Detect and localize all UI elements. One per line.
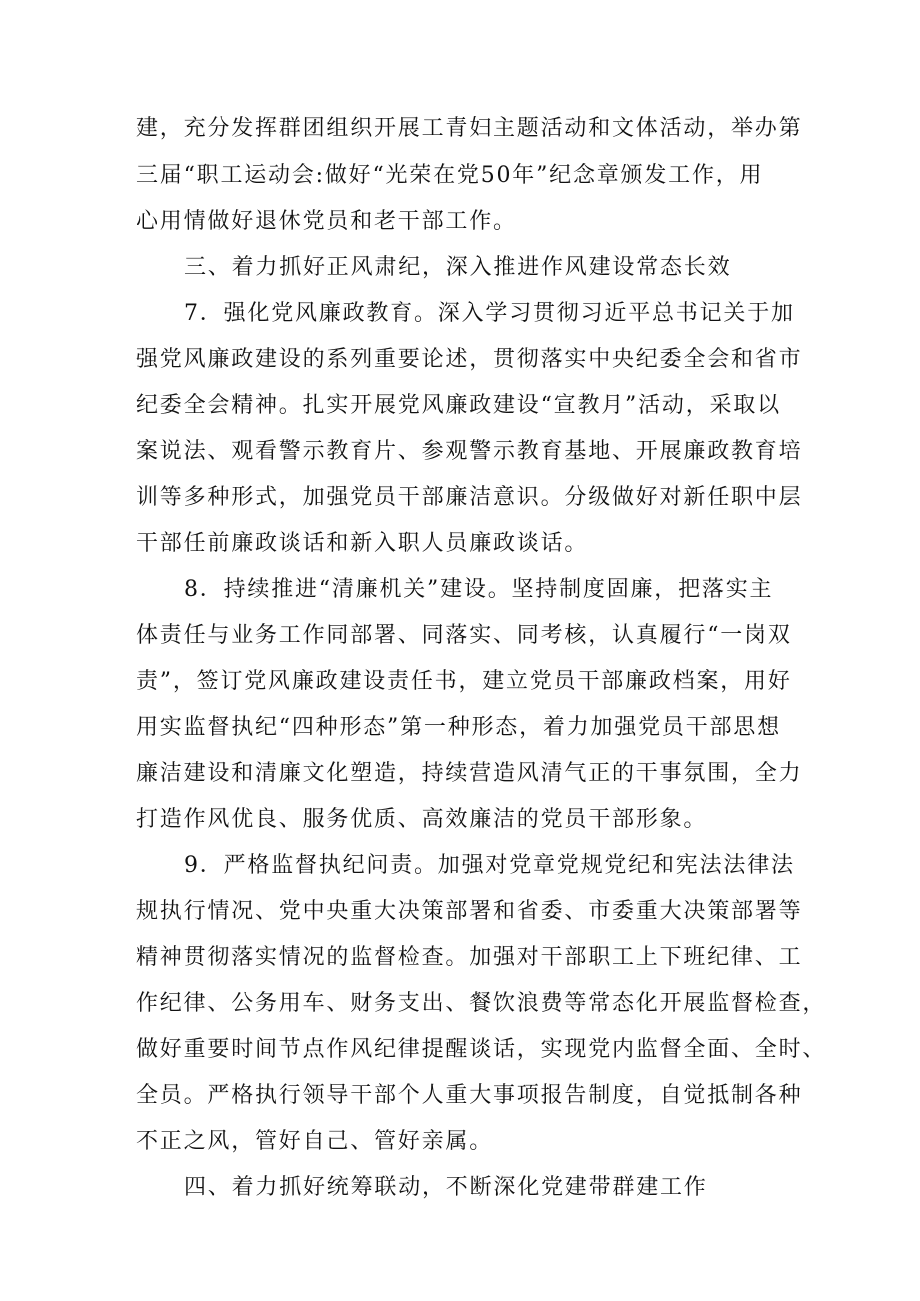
section-heading: 三、着力抓好正风肃纪，深入推进作风建设常态长效 <box>184 255 732 280</box>
body-text-line: 用实监督执纪“四种形态”第一种形态，着力加强党员干部思想 <box>136 715 781 740</box>
body-text-line: 精神贯彻落实情况的监督检查。加强对干部职工上下班纪律、工 <box>136 945 803 970</box>
paragraph-first-line: 9．严格监督执纪问责。加强对党章党规党纪和宪法法律法 <box>184 853 795 878</box>
body-text-line: 训等多种形式，加强党员干部廉洁意识。分级做好对新任职中层 <box>136 485 803 510</box>
body-text-line: 体责任与业务工作同部署、同落实、同考核，认真履行“一岗双 <box>136 623 792 648</box>
paragraph-first-line: 7．强化党风廉政教育。深入学习贯彻习近平总书记关于加 <box>184 301 795 326</box>
body-text-line: 心用情做好退休党员和老干部工作。 <box>136 209 517 234</box>
body-text-line: 干部任前廉政谈话和新入职人员廉政谈话。 <box>136 531 589 556</box>
body-text-line: 案说法、观看警示教育片、参观警示教育基地、开展廉政教育培 <box>136 439 803 464</box>
body-text-line: 建，充分发挥群团组织开展工青妇主题活动和文体活动，举办第 <box>136 116 803 141</box>
body-text-line: 打造作风优良、服务优质、高效廉洁的党员干部形象。 <box>136 807 708 832</box>
body-text-line: 责”，签订党风廉政建设责任书，建立党员干部廉政档案，用好 <box>136 669 792 694</box>
body-text-line: 廉洁建设和清廉文化塑造，持续营造风清气正的干事氛围，全力 <box>136 761 803 786</box>
paragraph-first-line: 8．持续推进“清廉机关”建设。坚持制度固廉，把落实主 <box>184 577 774 602</box>
body-text-line: 强党风廉政建设的系列重要论述，贯彻落实中央纪委全会和省市 <box>136 347 803 372</box>
body-text-line: 全员。严格执行领导干部个人重大事项报告制度，自觉抵制各种 <box>136 1083 803 1108</box>
body-text-line: 不正之风，管好自己、管好亲属。 <box>136 1129 494 1154</box>
body-text-line: 作纪律、公务用车、财务支出、餐饮浪费等常态化开展监督检查， <box>136 991 827 1016</box>
section-heading: 四、着力抓好统筹联动，不断深化党建带群建工作 <box>184 1175 708 1200</box>
body-text-line: 规执行情况、党中央重大决策部署和省委、市委重大决策部署等 <box>136 899 803 924</box>
body-text-line: 三届“职工运动会:做好“光荣在党50年”纪念章颁发工作，用 <box>136 163 764 188</box>
body-text-line: 纪委全会精神。扎实开展党风廉政建设“宣教月”活动，采取以 <box>136 393 781 418</box>
body-text-line: 做好重要时间节点作风纪律提醒谈话，实现党内监督全面、全时、 <box>136 1037 827 1062</box>
